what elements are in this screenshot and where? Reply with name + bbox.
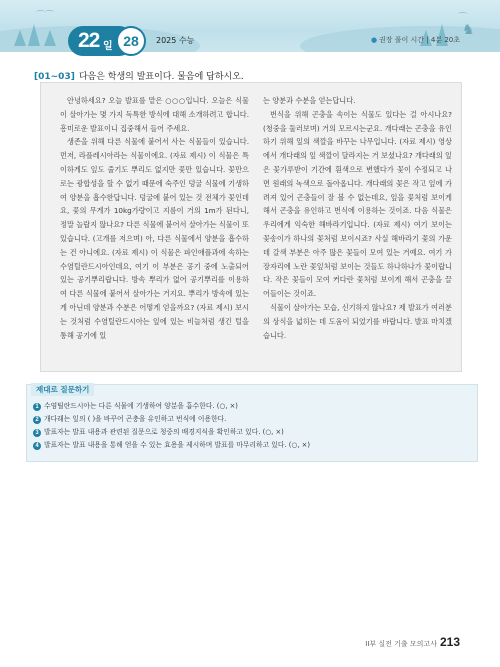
item-number-badge: 3	[33, 429, 41, 437]
check-question-text: 발표자는 발표 내용을 통해 얻을 수 있는 효용을 제시하며 발표를 마무리하고 있다. (○, ×)	[44, 441, 311, 449]
bird-icon: ⌒⌒	[36, 11, 55, 21]
check-questions-box	[26, 384, 478, 462]
check-questions-list	[33, 400, 310, 452]
question-range: [01~03]	[34, 72, 75, 82]
tree-icon	[14, 30, 26, 46]
check-question-text: 수염틸란드시아는 다른 식물에 기생하여 양분을 흡수한다. (○, ×)	[44, 402, 238, 410]
recommended-time	[371, 35, 460, 45]
tree-icon	[28, 24, 40, 46]
passage-box	[40, 82, 462, 372]
check-question-item	[33, 400, 310, 413]
check-question-text: 발표자는 발표 내용과 관련된 질문으로 청중의 배경지식을 확인하고 있다. (○, ×)	[44, 428, 284, 436]
passage-paragraph: 생존을 위해 다른 식물에 붙어서 사는 식물들이 있습니다. 먼저, 라플레시아라는 식물이에요. (자료 제시) 이 식물은 특이하게도 잎도 줄기도 뿌리도 없지만 꽃만 있습니다. 꽃만으로는 광합성을 할 수 없기 때문에 숙주인 덩굴 식물에 기생하여 양분을 흡수한답니다. 덩굴에 붙어 있는 것 전체가 꽃인데요, 꽃의 무게가 10kg가량이고 지름이 거의 1m가 된다니, 정말 놀랍지 않나요? 다른 식물에 붙어서 살아가는 식물이 또 있습니다. (고개를 저으며) 아, 다른 식물에서 양분을 흡수하는 건 아니에요. (자료 제시) 이 식물은 파인애플과에 속하는 수염틸란드시아인데요, 여기 이 부분은 공기 중에 노출되어 있는 공기뿌리랍니다. 방속 뿌리가 없어 공기뿌리를 이용하여 다른 식물에 붙어서 살아가는 거지요. 뿌리가 방속에 있는 게 아닌데 양분과 수분은 어떻게 얻을까요? (자료 제시) 보시는 것처럼 수염틸란드시아는 잎에 있는 비늘처럼 생긴 털을 통해 공기에 있	[60, 137, 249, 340]
day-number: 22	[78, 29, 100, 52]
cat-icon: ♞	[462, 22, 475, 38]
item-number-badge: 2	[33, 416, 41, 424]
check-question-text: 개다래는 잎의 ( )을 바꾸어 곤충을 유인하고 번식에 이용한다.	[44, 415, 227, 423]
day-unit: 일	[103, 41, 113, 52]
tree-icon	[44, 30, 56, 46]
footer-section-label: II부 실전 기출 모의고사	[365, 640, 437, 648]
check-questions-title: 제대로 질문하기	[31, 383, 94, 396]
page-footer	[365, 635, 460, 649]
check-question-item	[33, 413, 310, 426]
check-question-item	[33, 439, 310, 452]
passage-column-right	[263, 94, 452, 342]
recommended-time-label: 권장 풀이 시간 | 4분 20초	[379, 36, 460, 44]
passage-paragraph: 안녕하세요? 오늘 발표를 맡은 ○○○입니다. 오늘은 식물이 살아가는 몇 가지 독특한 방식에 대해 소개하려고 합니다. 흥미로운 발표이니 집중해서 들어 주세요.	[60, 96, 249, 133]
check-question-item	[33, 426, 310, 439]
passage-paragraph: 는 양분과 수분을 얻는답니다.	[263, 96, 356, 105]
bird-icon: ⌒	[458, 13, 468, 23]
bullet-icon: ●	[370, 36, 378, 44]
passage-column-left	[60, 94, 249, 342]
question-instruction	[34, 69, 244, 82]
question-instruction-text: 다음은 학생의 발표이다. 물음에 답하시오.	[78, 72, 244, 82]
item-number-badge: 4	[33, 442, 41, 450]
passage-paragraph: 번식을 위해 곤충을 속이는 식물도 있다는 걸 아시나요? (청중을 둘러보며) 거의 모르시는군요. 개다래는 곤충을 유인하기 위해 잎의 색깔을 바꾸는 나무입니다. (자료 제시) 영상에서 개다래의 잎 색깔이 달라지는 거 보셨나요? 개다래의 잎은 꽃가루받이 기간에 흰색으로 변했다가 꽃이 수정되고 나면 원래의 녹색으로 돌아옵니다. 개다래의 꽃은 작고 잎에 가려져 있어 곤충들이 잘 볼 수 없는데요, 잎을 꽃처럼 보이게 해서 곤충을 유인하고 번식에 이용하는 것이죠. 다음 식물은 우리에게 익숙한 해바라기입니다. (자료 제시) 여기 보이는 꽃송이가 하나의 꽃처럼 보이시죠? 사실 해바라기 꽃의 가운데 갈색 부분은 아주 많은 꽃들이 모여 있는 거예요. 여기 가장자리에 노란 꽃잎처럼 보이는 것들도 하나하나가 꽃이랍니다. 작은 꽃들이 모여 커다란 꽃처럼 보이게 해서 곤충을 끌어들이는 것이죠.	[263, 109, 452, 299]
exam-year-label: 2025 수능	[156, 36, 195, 45]
question-number-badge: 28	[116, 26, 146, 56]
page-number: 213	[439, 635, 460, 649]
passage-paragraph: 식물이 살아가는 모습, 신기하지 않나요? 제 발표가 여러분의 상식을 넓히는 데 도움이 되었기를 바랍니다. 발표 마치겠습니다.	[263, 302, 452, 340]
item-number-badge: 1	[33, 403, 41, 411]
